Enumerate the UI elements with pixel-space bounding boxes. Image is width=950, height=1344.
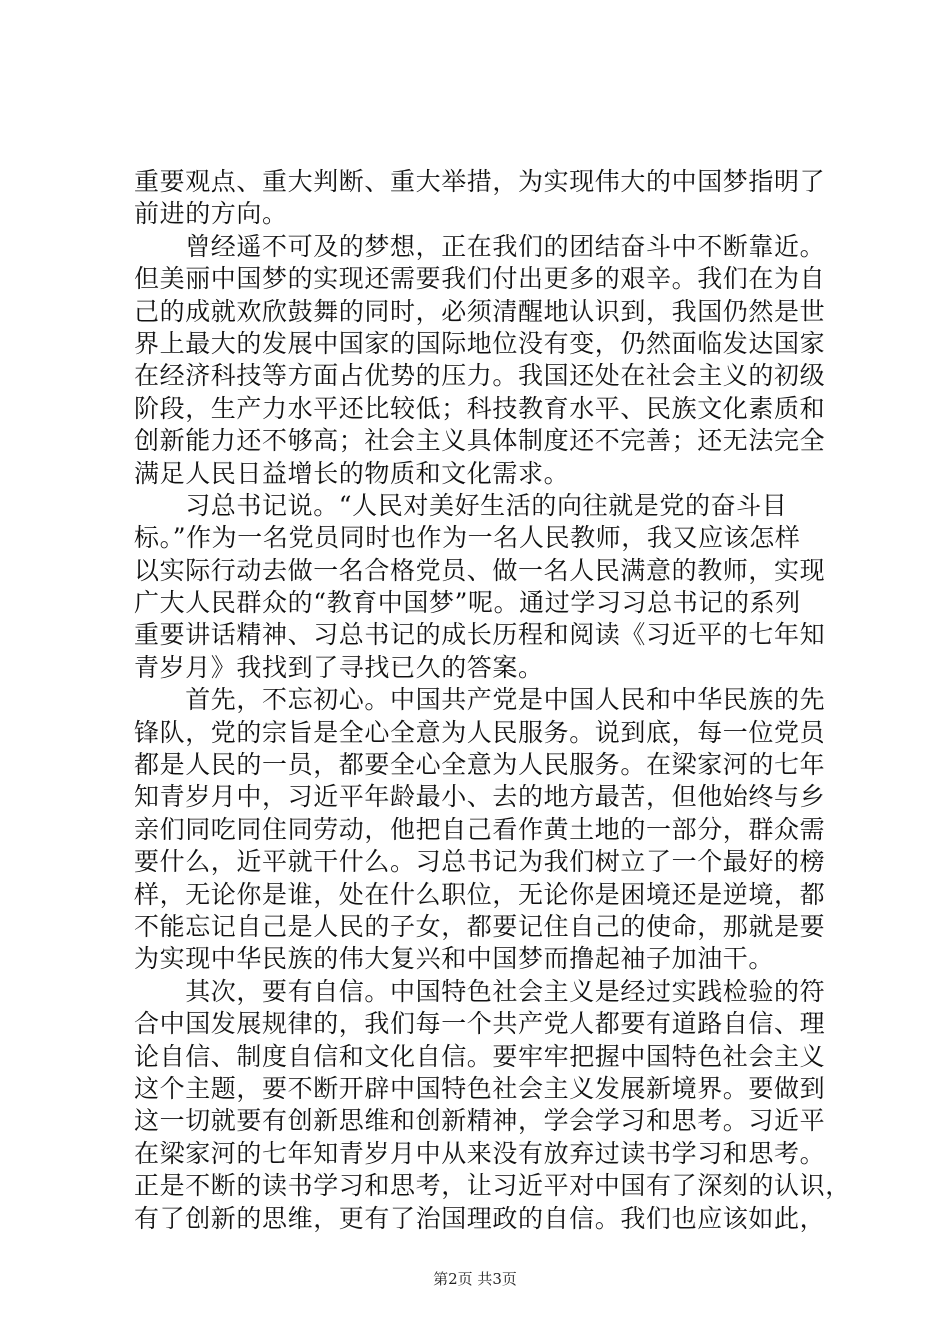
text-line: 知青岁月中，习近平年龄最小、去的地方最苦，但他始终与乡 — [134, 782, 826, 812]
text-line: 亲们同吃同住同劳动，他把自己看作黄土地的一部分，群众需 — [134, 814, 826, 844]
text-line: 合中国发展规律的，我们每一个共产党人都要有道路自信、理 — [134, 1009, 826, 1039]
text-line: 以实际行动去做一名合格党员、做一名人民满意的教师，实现 — [134, 555, 826, 585]
text-line: 己的成就欢欣鼓舞的同时，必须清醒地认识到，我国仍然是世 — [134, 296, 826, 326]
text-line: 首先，不忘初心。中国共产党是中国人民和中华民族的先 — [134, 685, 826, 715]
text-line: 这个主题，要不断开辟中国特色社会主义发展新境界。要做到 — [134, 1073, 826, 1103]
text-line: 其次，要有自信。中国特色社会主义是经过实践检验的符 — [134, 976, 826, 1006]
text-line: 为实现中华民族的伟大复兴和中国梦而撸起袖子加油干。 — [134, 944, 775, 974]
text-line: 阶段，生产力水平还比较低；科技教育水平、民族文化素质和 — [134, 393, 826, 423]
text-line: 都是人民的一员，都要全心全意为人民服务。在梁家河的七年 — [134, 750, 826, 780]
text-line: 这一切就要有创新思维和创新精神，学会学习和思考。习近平 — [134, 1106, 826, 1136]
text-line: 满足人民日益增长的物质和文化需求。 — [134, 458, 570, 488]
text-line: 在经济科技等方面占优势的压力。我国还处在社会主义的初级 — [134, 361, 826, 391]
text-line: 习总书记说。“人民对美好生活的向往就是党的奋斗目 — [134, 490, 788, 520]
text-line: 不能忘记自己是人民的子女，都要记住自己的使命，那就是要 — [134, 911, 826, 941]
text-line: 重要观点、重大判断、重大举措，为实现伟大的中国梦指明了 — [134, 167, 826, 196]
text-line: 要什么，近平就干什么。习总书记为我们树立了一个最好的榜 — [134, 847, 826, 877]
text-line: 界上最大的发展中国家的国际地位没有变，仍然面临发达国家 — [134, 328, 826, 358]
text-line: 锋队，党的宗旨是全心全意为人民服务。说到底，每一位党员 — [134, 717, 826, 747]
text-line: 在梁家河的七年知青岁月中从来没有放弃过读书学习和思考。 — [134, 1138, 826, 1168]
text-line: 有了创新的思维，更有了治国理政的自信。我们也应该如此， — [134, 1203, 826, 1233]
text-line: 广大人民群众的“教育中国梦”呢。通过学习习总书记的系列 — [134, 588, 801, 618]
page-number-footer: 第2页 共3页 — [433, 1270, 517, 1288]
text-line: 前进的方向。 — [134, 199, 288, 229]
text-line: 重要讲话精神、习总书记的成长历程和阅读《习近平的七年知 — [134, 620, 826, 650]
text-line: 样，无论你是谁，处在什么职位，无论你是困境还是逆境，都 — [134, 879, 826, 909]
text-line: 标。”作为一名党员同时也作为一名人民教师，我又应该怎样 — [134, 523, 801, 553]
body-text — [134, 166, 851, 1235]
text-line: 创新能力还不够高；社会主义具体制度还不完善；还无法完全 — [134, 426, 826, 456]
text-line: 正是不断的读书学习和思考，让习近平对中国有了深刻的认识， — [134, 1171, 851, 1201]
text-line: 曾经遥不可及的梦想，正在我们的团结奋斗中不断靠近。 — [134, 231, 826, 261]
text-line: 论自信、制度自信和文化自信。要牢牢把握中国特色社会主义 — [134, 1041, 826, 1071]
text-line: 青岁月》我找到了寻找已久的答案。 — [134, 652, 544, 682]
text-line: 但美丽中国梦的实现还需要我们付出更多的艰辛。我们在为自 — [134, 264, 826, 294]
